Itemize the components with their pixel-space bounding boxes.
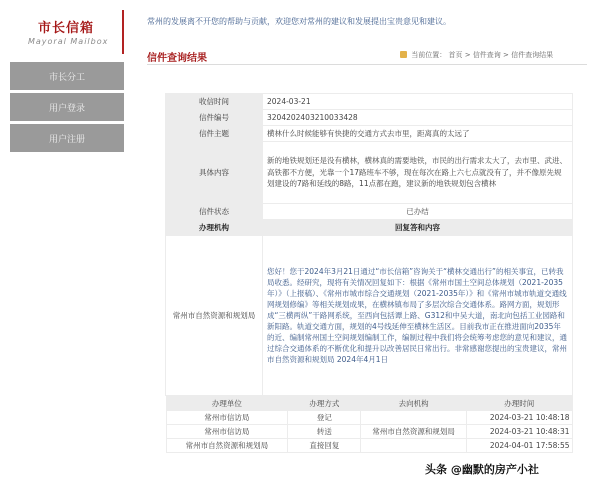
history-time: 2024-04-01 17:58:55 bbox=[466, 439, 572, 453]
notice-banner: 常州的发展离不开您的帮助与贡献，欢迎您对常州的建议和发展提出宝贵意见和建议。 bbox=[147, 17, 451, 26]
breadcrumb-prefix: 当前位置： bbox=[411, 51, 447, 59]
received-time-value: 2024-03-21 bbox=[263, 94, 573, 110]
breadcrumb-separator: > bbox=[464, 51, 471, 59]
history-dest: 常州市自然资源和规划局 bbox=[361, 425, 467, 439]
sidebar-item-register[interactable] bbox=[10, 124, 124, 152]
history-header-dest: 去向机构 bbox=[361, 397, 467, 411]
history-unit: 常州市自然资源和规划局 bbox=[166, 439, 288, 453]
sidebar-item-login[interactable] bbox=[10, 93, 124, 121]
handling-org-header: 办理机构 bbox=[166, 220, 263, 236]
page-title: 信件查询结果 bbox=[147, 53, 207, 64]
letter-subject-value: 横林什么时候能够有快捷的交通方式去市里，距离真的太远了 bbox=[263, 126, 573, 142]
history-header-method: 办理方式 bbox=[288, 397, 361, 411]
table-row bbox=[166, 425, 572, 439]
letter-content-label: 具体内容 bbox=[166, 142, 263, 204]
reply-content-header: 回复答和内容 bbox=[263, 220, 573, 236]
mailbox-logo-subtitle: Mayoral Mailbox bbox=[28, 37, 109, 46]
letter-subject-label: 信件主题 bbox=[166, 126, 263, 142]
sidebar-divider bbox=[122, 10, 124, 54]
letter-content-value: 新的地铁规划还是没有横林，横林真的需要地铁，市民的出行需求太大了，去市里、武进、高铁都不方便，光靠一个17路班车不够，现在每次在路上六七点就没有了，并不像原先规划建设的7路和延线的8路，11点都在跑，建议新的地铁规划包含横林 bbox=[263, 142, 573, 204]
watermark: 头条 @幽默的房产小社 bbox=[425, 463, 539, 476]
reply-content: 您好！您于2024年3月21日通过“市长信箱”咨询关于“横林交通出行”的相关事宜，已转我局收悉。经研究，现将有关情况回复如下：根据《常州市国土空间总体规划（2021-2035年）》（上报稿）、《常州市城市综合交通规划（2021-2035年）》和《常州市城市轨道交通线网规划修编》等相关规划成果，在横林镇布局了多层次综合交通体系。路网方面，规划形成“三横两纵”干路网系统，至西向包括谭上路、G312和中吴大道，南北向包括工业园路和新阳路。轨道交通方面，规划的4号线延伸至横林生活区。目前我市正在推进面向2035年的近、编制常州国土空间规划编制工作，编制过程中我们将会统筹考虑您的意见和建议，通过综合交通体系的不断优化和提升以改善居民日常出行。非常感谢您提出的宝贵建议，常州市自然资源和规划局 2024年4月1日 bbox=[263, 236, 573, 396]
letter-status-value: 已办结 bbox=[263, 204, 573, 220]
letter-status-label: 信件状态 bbox=[166, 204, 263, 220]
handling-history-table bbox=[166, 396, 573, 453]
history-method: 登记 bbox=[288, 411, 361, 425]
table-row bbox=[166, 411, 572, 425]
breadcrumb-current: 信件查询结果 bbox=[511, 51, 554, 59]
home-icon bbox=[400, 51, 407, 58]
letter-detail-table bbox=[165, 93, 573, 453]
breadcrumb-home[interactable]: 首页 bbox=[448, 51, 463, 59]
table-row bbox=[166, 439, 572, 453]
history-dest bbox=[361, 411, 467, 425]
sidebar-item-label: 市长分工 bbox=[48, 72, 85, 83]
breadcrumb-separator: > bbox=[503, 51, 509, 59]
history-header-unit: 办理单位 bbox=[166, 397, 288, 411]
history-method: 转送 bbox=[288, 425, 361, 439]
breadcrumb-letter-query[interactable]: 信件查询 bbox=[472, 51, 501, 59]
history-unit: 常州市信访局 bbox=[166, 411, 288, 425]
history-unit: 常州市信访局 bbox=[166, 425, 288, 439]
breadcrumb bbox=[400, 50, 553, 60]
history-dest bbox=[361, 439, 467, 453]
sidebar-item-label: 用户注册 bbox=[48, 134, 85, 145]
letter-id-value: 3204202403210033428 bbox=[263, 110, 573, 126]
received-time-label: 收信时间 bbox=[166, 94, 263, 110]
history-header-time: 办理时间 bbox=[466, 397, 572, 411]
mailbox-logo-title: 市长信箱 bbox=[38, 21, 95, 36]
history-method: 直接回复 bbox=[288, 439, 361, 453]
sidebar-item-label: 用户登录 bbox=[48, 103, 85, 114]
history-time: 2024-03-21 10:48:31 bbox=[466, 425, 572, 439]
reply-org-name: 常州市自然资源和规划局 bbox=[166, 236, 263, 396]
letter-id-label: 信件编号 bbox=[166, 110, 263, 126]
header-divider bbox=[147, 64, 587, 65]
sidebar-item-mayor-division[interactable] bbox=[10, 62, 124, 90]
history-time: 2024-03-21 10:48:18 bbox=[466, 411, 572, 425]
